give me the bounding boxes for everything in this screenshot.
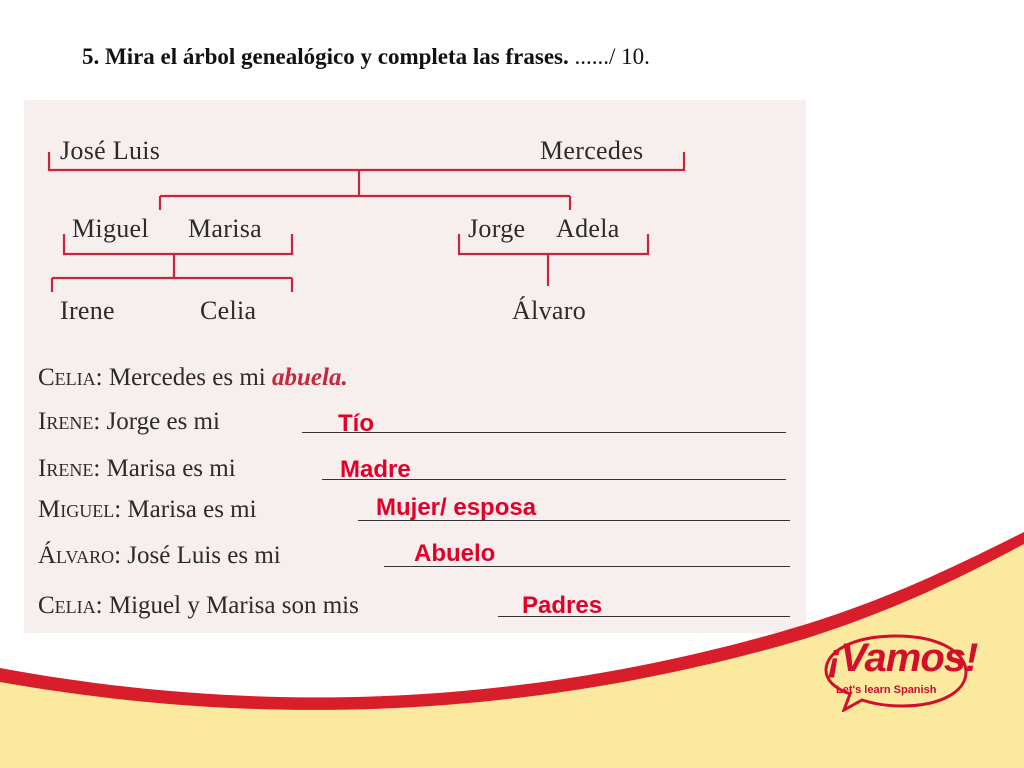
tree-name-jose-luis: José Luis [60,136,161,165]
sentence-text: Marisa es mi [127,496,257,523]
speaker-label: Álvaro: [38,542,122,569]
tree-name-celia: Celia [200,296,257,325]
tree-name-miguel: Miguel [72,214,149,243]
model-answer: abuela. [272,364,348,391]
sentence-text: Mercedes es mi [108,364,266,391]
logo-tagline: Let's learn Spanish [836,684,937,696]
tree-name-alvaro: Álvaro [512,296,586,325]
tree-name-mercedes: Mercedes [540,136,644,165]
speaker-label: Celia: [38,364,103,391]
sentence-text: José Luis es mi [127,542,281,569]
exercise-row-3 [38,455,236,483]
speaker-label: Irene: [38,408,101,435]
exercise-row-2 [38,408,220,436]
score-text: ....../ 10. [574,44,650,69]
tree-name-adela: Adela [556,214,620,243]
answer-line-2 [302,432,786,433]
tree-name-irene: Irene [60,296,115,325]
logo-text: ¡Vamos! [828,636,978,680]
speaker-label: Celia: [38,592,103,619]
sentence-text: Jorge es mi [106,408,220,435]
tree-name-jorge: Jorge [468,214,526,243]
sentence-text: Marisa es mi [106,455,236,482]
answer-tio: Tío [338,410,374,437]
exercise-row-1 [38,364,348,392]
speaker-label: Miguel: [38,496,122,523]
title-text: 5. Mira el árbol genealógico y completa las frases. [82,44,569,69]
vamos-logo [822,632,978,712]
exercise-title [82,44,650,70]
answer-mujer-esposa: Mujer/ esposa [376,494,537,521]
sentence-text: Miguel y Marisa son mis [108,592,359,619]
answer-abuelo: Abuelo [414,540,496,567]
speaker-label: Irene: [38,455,101,482]
answer-madre: Madre [340,456,411,483]
answer-padres: Padres [522,592,603,619]
tree-name-marisa: Marisa [188,214,262,243]
